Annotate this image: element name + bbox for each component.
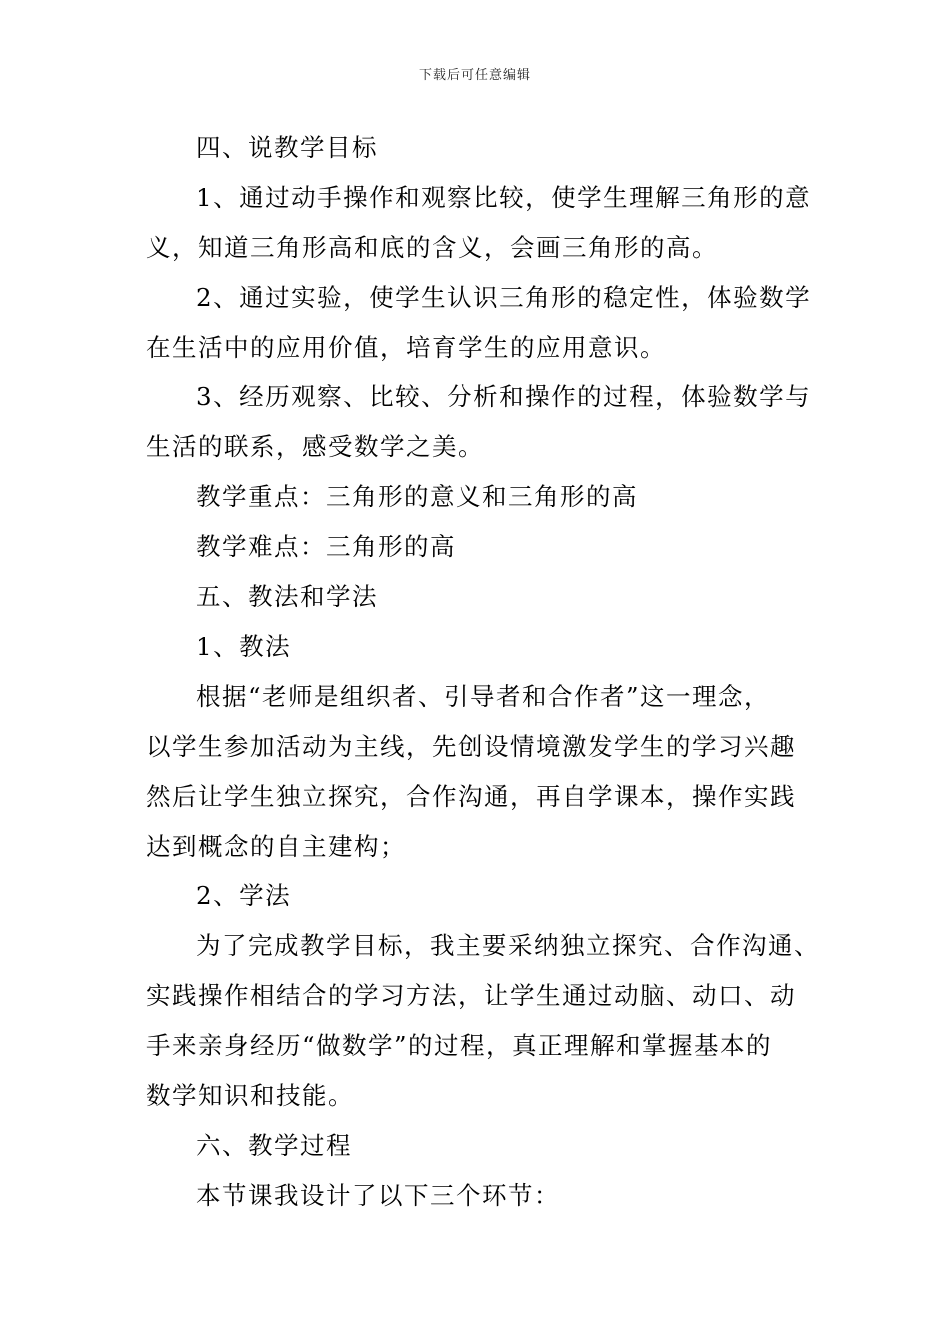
paragraph-line: 2、通过实验，使学生认识三角形的稳定性，体验数学: [196, 283, 812, 312]
paragraph-line: 达到概念的自主建构；: [146, 832, 406, 861]
paragraph-line: 在生活中的应用价值，培育学生的应用意识。: [146, 333, 666, 362]
paragraph-line: 为了完成教学目标，我主要采纳独立探究、合作沟通、: [196, 931, 820, 960]
difficult-point-line: 教学难点：三角形的高: [196, 532, 456, 561]
paragraph-line: 义，知道三角形高和底的含义，会画三角形的高。: [146, 233, 718, 262]
header-note: 下载后可任意编辑: [418, 68, 531, 83]
section-heading-teaching-goals: 四、说教学目标: [196, 133, 378, 162]
paragraph-line: 3、经历观察、比较、分析和操作的过程，体验数学与: [196, 382, 812, 411]
paragraph-line: 以学生参加活动为主线，先创设情境激发学生的学习兴趣: [146, 732, 796, 761]
key-point-line: 教学重点：三角形的意义和三角形的高: [196, 482, 638, 511]
paragraph-line: 实践操作相结合的学习方法，让学生通过动脑、动口、动: [146, 981, 796, 1010]
section-heading-methods: 五、教法和学法: [196, 582, 378, 611]
section-heading-process: 六、教学过程: [196, 1131, 352, 1160]
paragraph-line: 1、通过动手操作和观察比较，使学生理解三角形的意: [196, 183, 812, 212]
subheading-teaching-method: 1、教法: [196, 632, 292, 661]
paragraph-line: 手来亲身经历“做数学”的过程，真正理解和掌握基本的: [146, 1031, 773, 1060]
subheading-learning-method: 2、学法: [196, 881, 292, 910]
paragraph-line: 然后让学生独立探究，合作沟通，再自学课本，操作实践: [146, 782, 796, 811]
paragraph-line: 数学知识和技能。: [146, 1081, 354, 1110]
paragraph-line: 本节课我设计了以下三个环节：: [196, 1181, 560, 1210]
paragraph-line: 生活的联系，感受数学之美。: [146, 432, 484, 461]
paragraph-line: 根据“老师是组织者、引导者和合作者”这一理念，: [196, 682, 771, 711]
